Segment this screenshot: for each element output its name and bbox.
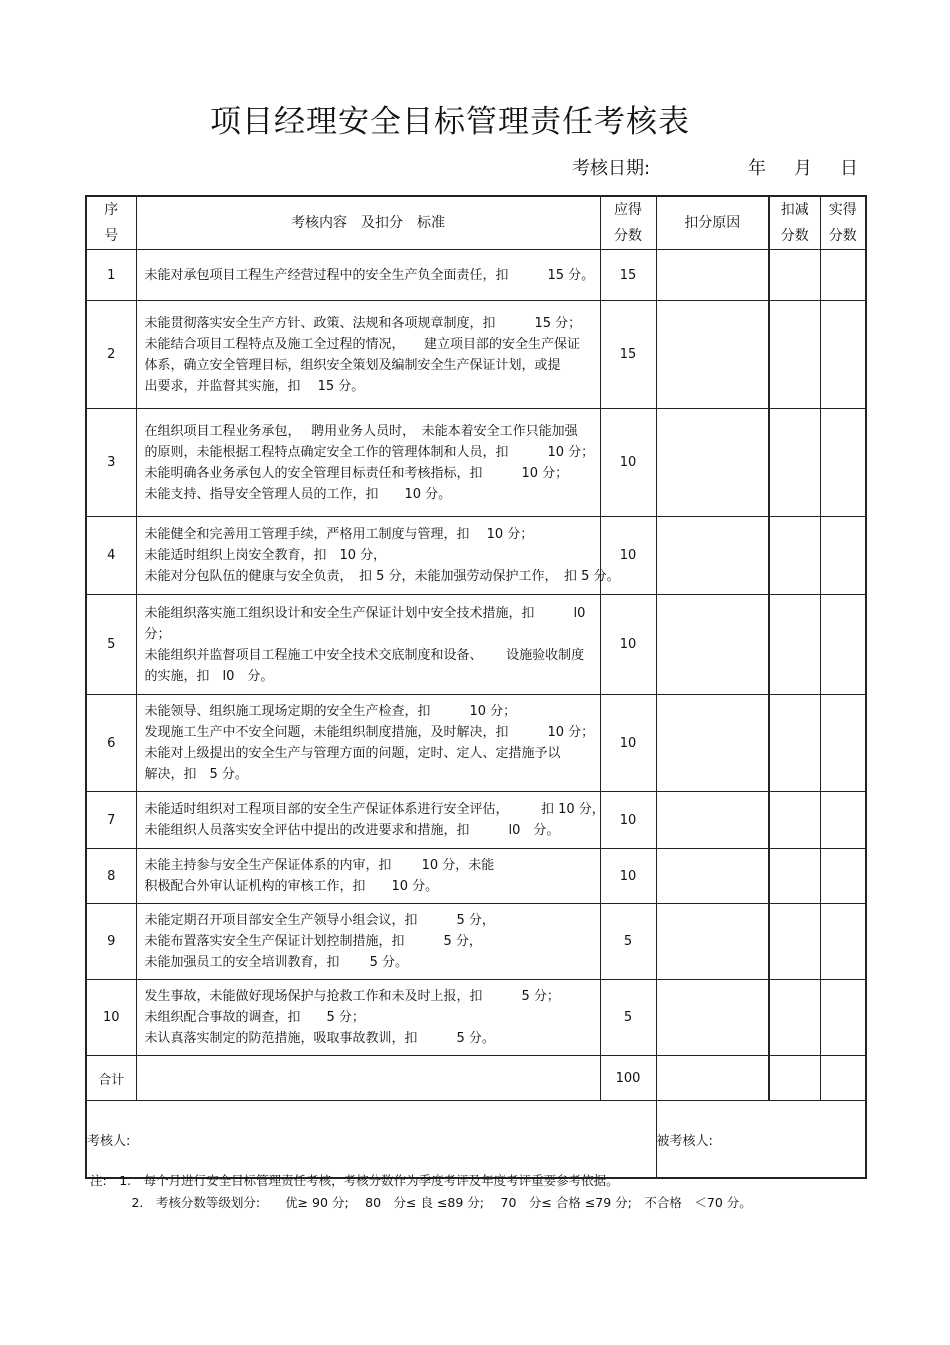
row-due-score: 10 [600,695,656,792]
row-deduct-cell [769,409,820,517]
criteria-line: 未能明确各业务承包人的安全管理目标责任和考核指标，扣 10 分； [144,465,569,481]
criteria-line: 未能结合项目工程特点及施工全过程的情况， 建立项目部的安全生产保证 [144,336,581,352]
row-criteria [136,409,600,517]
criteria-line: 未能适时组织对工程项目部的安全生产保证体系进行安全评估， 扣 10 分， [144,802,605,817]
row-actual-cell [820,250,866,301]
row-reason-cell [656,517,769,595]
row-criteria [136,695,600,792]
date-month: 月 [794,158,812,179]
header-no: 序 号 [86,196,136,250]
row-due-score: 15 [600,250,656,301]
table-row [86,792,866,849]
row-deduct-cell [769,301,820,409]
date-label: 考核日期: [572,158,651,179]
table-row [86,409,866,517]
row-reason-cell [656,595,769,695]
row-number: 10 [86,980,136,1056]
criteria-line: 未能加强员工的安全培训教育，扣 5 分。 [144,955,409,970]
criteria-line: 体系，确立安全管理目标，组织安全策划及编制安全生产保证计划，或提 [144,357,561,373]
row-reason-cell [656,409,769,517]
header-content: 考核内容 及扣分 标准 [136,196,600,250]
table-row [86,517,866,595]
row-number: 1 [86,250,136,301]
row-deduct-cell [769,980,820,1056]
total-actual-cell [820,1056,866,1101]
row-actual-cell [820,980,866,1056]
row-criteria [136,250,600,301]
header-actual-score: 实得 分数 [820,196,866,250]
row-actual-cell [820,695,866,792]
criteria-line: 未能健全和完善用工管理手续，严格用工制度与管理，扣 10 分； [144,527,534,542]
criteria-line: 未能主持参与安全生产保证体系的内审，扣 10 分，未能 [144,858,495,873]
criteria-line: 未认真落实制定的防范措施，吸取事故教训，扣 5 分。 [144,1031,495,1046]
criteria-line: 未能对分包队伍的健康与安全负责， 扣 5 分，未能加强劳动保护工作， 扣 5 分。 [144,569,620,584]
row-due-score: 5 [600,980,656,1056]
row-actual-cell [820,792,866,849]
total-content-cell [136,1056,600,1101]
assessee-label: 被考核人: [656,1133,713,1149]
table-row [86,904,866,980]
note-1: 注: 1. 每个月进行安全目标管理责任考核，考核分数作为季度考评及年度考评重要参考依据。 [90,1173,619,1188]
row-reason-cell [656,250,769,301]
row-actual-cell [820,517,866,595]
row-due-score: 10 [600,517,656,595]
note-2: 2. 考核分数等级划分: 优≥ 90 分; 80 分≤ 良 ≤89 分; 70 分≤ 合格 ≤79 分; 不合格 ＜70 分。 [90,1195,752,1210]
row-criteria [136,595,600,695]
row-deduct-cell [769,695,820,792]
criteria-line: 分； [144,626,171,642]
criteria-line: 积极配合外审认证机构的审核工作，扣 10 分。 [144,879,439,894]
criteria-line: 未能对承包项目工程生产经营过程中的安全生产负全面责任，扣 15 分。 [144,267,595,283]
criteria-line: 的原则，未能根据工程特点确定安全工作的管理体制和人员，扣 10 分； [144,444,595,460]
header-reason: 扣分原因 [656,196,769,250]
row-deduct-cell [769,849,820,904]
assessor-cell [86,1101,656,1179]
row-due-score: 5 [600,904,656,980]
total-label: 合计 [86,1056,136,1101]
table-header-row [86,196,866,250]
row-reason-cell [656,792,769,849]
row-criteria [136,517,620,595]
criteria-line: 未能布置落实安全生产保证计划控制措施，扣 5 分， [144,934,482,949]
row-deduct-cell [769,517,820,595]
table-row [86,250,866,301]
table-row [86,980,866,1056]
row-reason-cell [656,904,769,980]
criteria-line: 发现施工生产中不安全问题，未能组织制度措施，及时解决，扣 10 分； [144,725,595,740]
date-day: 日 [840,158,858,179]
criteria-line: 未能支持、指导安全管理人员的工作，扣 10 分。 [144,486,452,502]
row-criteria [136,904,600,980]
criteria-line: 出要求，并监督其实施，扣 15 分。 [144,378,365,394]
row-number: 2 [86,301,136,409]
row-actual-cell [820,409,866,517]
row-deduct-cell [769,904,820,980]
header-due-score: 应得 分数 [600,196,656,250]
row-deduct-cell [769,595,820,695]
table-row [86,695,866,792]
criteria-line: 未能组织人员落实安全评估中提出的改进要求和措施，扣 l0 分。 [144,823,560,838]
criteria-line: 未能领导、组织施工现场定期的安全生产检查，扣 10 分； [144,704,517,719]
row-number: 9 [86,904,136,980]
table-row [86,301,866,409]
criteria-line: 的实施，扣 l0 分。 [144,668,274,684]
total-row [86,1056,866,1101]
criteria-line: 未能组织并监督项目工程施工中安全技术交底制度和设备、 设施验收制度 [144,647,585,663]
criteria-line: 未能组织落实施工组织设计和安全生产保证计划中安全技术措施，扣 l0 [144,605,586,621]
row-number: 7 [86,792,136,849]
row-actual-cell [820,849,866,904]
criteria-line: 未能贯彻落实安全生产方针、政策、法规和各项规章制度，扣 15 分； [144,315,582,331]
row-due-score: 10 [600,409,656,517]
row-number: 4 [86,517,136,595]
assessment-table [85,195,867,1179]
row-actual-cell [820,595,866,695]
row-due-score: 10 [600,849,656,904]
table-row [86,849,866,904]
criteria-line: 解决，扣 5 分。 [144,767,248,782]
row-number: 5 [86,595,136,695]
row-deduct-cell [769,792,820,849]
signature-row [86,1101,866,1179]
row-number: 3 [86,409,136,517]
assessor-label: 考核人: [87,1133,131,1149]
criteria-line: 未能定期召开项目部安全生产领导小组会议，扣 5 分， [144,913,495,928]
assessee-cell [656,1101,866,1179]
row-number: 8 [86,849,136,904]
criteria-line: 发生事故，未能做好现场保护与抢救工作和未及时上报，扣 5 分； [144,989,560,1004]
page-title: 项目经理安全目标管理责任考核表 [210,104,690,140]
row-actual-cell [820,904,866,980]
criteria-line: 在组织项目工程业务承包， 聘用业务人员时， 未能本着安全工作只能加强 [144,423,578,439]
total-score: 100 [600,1056,656,1101]
date-year: 年 [748,158,766,179]
row-actual-cell [820,301,866,409]
row-reason-cell [656,980,769,1056]
criteria-line: 未能适时组织上岗安全教育，扣 10 分， [144,548,387,563]
row-reason-cell [656,301,769,409]
total-deduct-cell [769,1056,820,1101]
row-criteria [136,792,605,849]
row-reason-cell [656,695,769,792]
criteria-line: 未能对上级提出的安全生产与管理方面的问题，定时、定人、定措施予以 [144,746,561,761]
row-due-score: 10 [600,792,656,849]
table-row [86,595,866,695]
row-criteria [136,301,600,409]
total-reason-cell [656,1056,769,1101]
criteria-line: 未组织配合事故的调查，扣 5 分； [144,1010,365,1025]
row-reason-cell [656,849,769,904]
row-number: 6 [86,695,136,792]
row-deduct-cell [769,250,820,301]
row-criteria [136,980,600,1056]
row-due-score: 10 [600,595,656,695]
notes [90,1170,752,1214]
row-due-score: 15 [600,301,656,409]
header-deduct-score: 扣减 分数 [769,196,820,250]
row-criteria [136,849,600,904]
